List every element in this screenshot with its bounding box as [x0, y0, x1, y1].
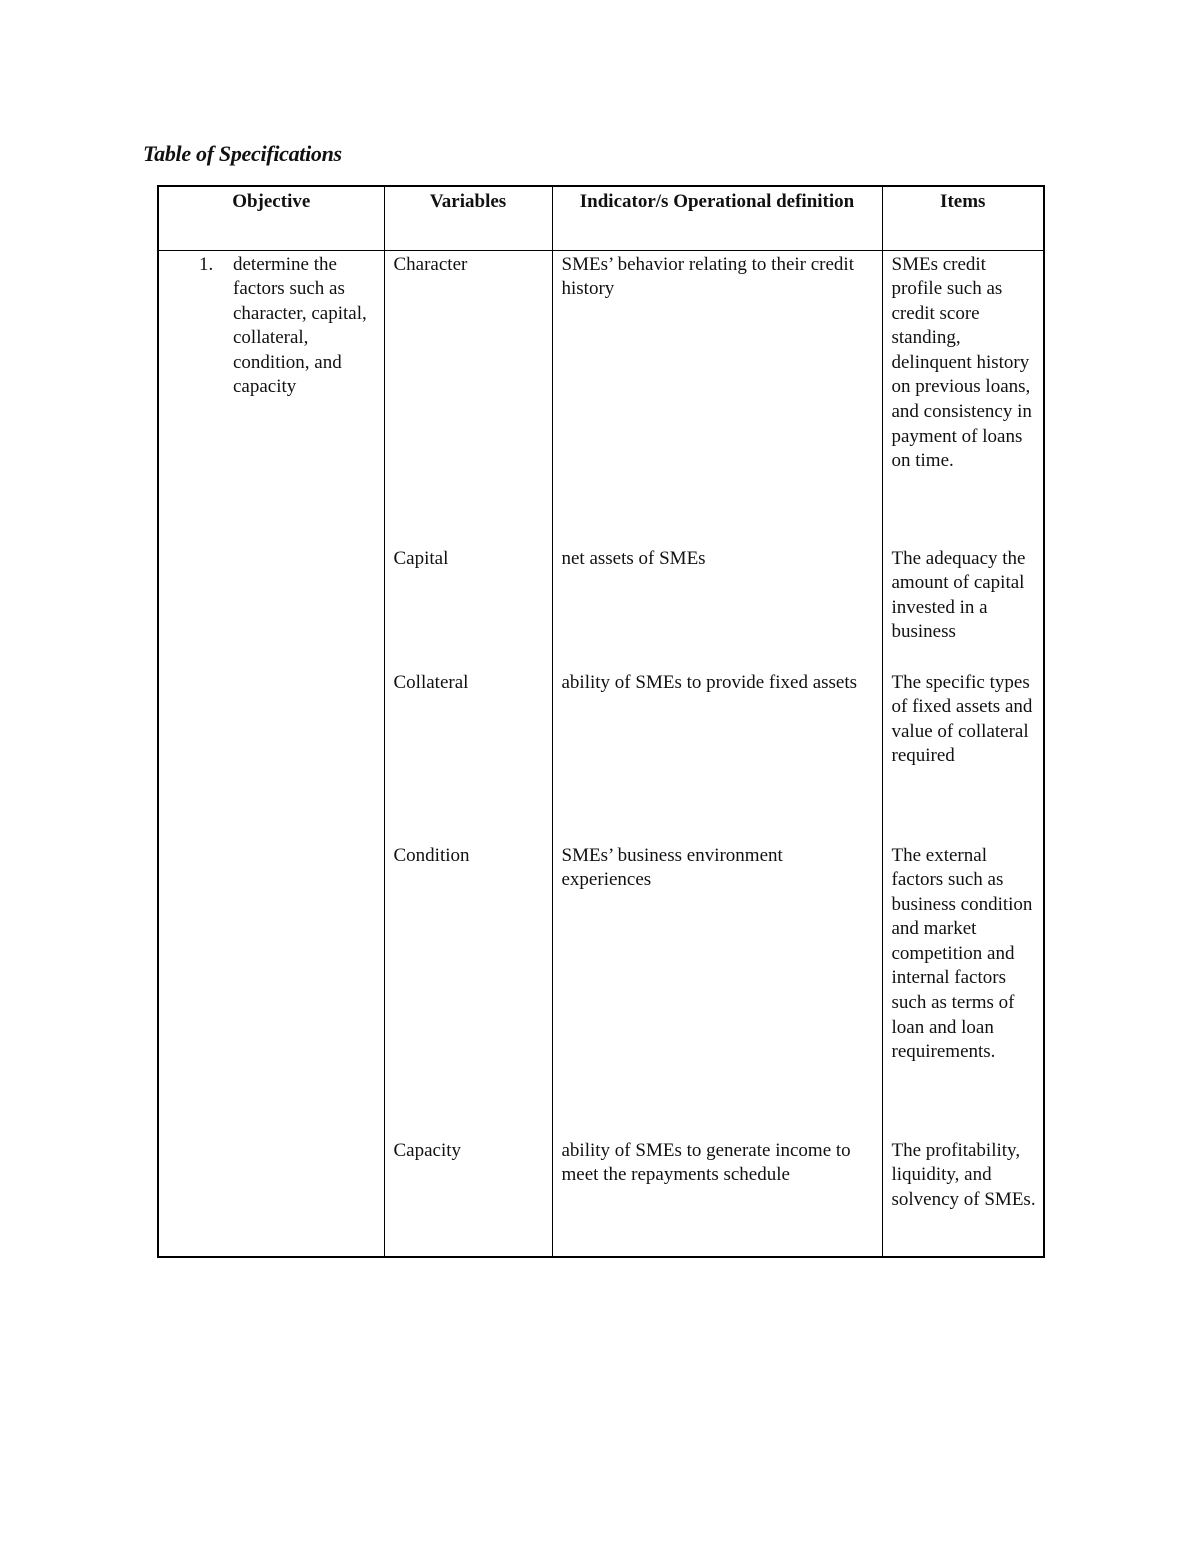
objective-number: 1. — [199, 253, 214, 275]
items-cell — [882, 250, 1044, 545]
items-text: SMEs credit profile such as credit score standing, delinquent history on previous loans, and consistency in payment of loans on time. — [891, 253, 1032, 472]
items-text: The profitability, liquidity, and solvency of SMEs. — [891, 1139, 1036, 1210]
indicator-cell: SMEs’ behavior relating to their credit history — [552, 250, 882, 545]
indicator-cell: SMEs’ business environment experiences — [552, 842, 882, 1137]
objective-cell — [158, 250, 384, 1257]
items-text: The external factors such as business condition and market competition and internal factors such as terms of loan and loan requirements. — [891, 844, 1033, 1063]
table-header-row — [158, 186, 1044, 250]
variable-cell: Capital — [384, 545, 552, 669]
header-objective: Objective — [158, 186, 384, 250]
header-variables: Variables — [384, 186, 552, 250]
items-cell — [882, 545, 1044, 669]
indicator-cell: net assets of SMEs — [552, 545, 882, 669]
indicator-cell: ability of SMEs to generate income to meet the repayments schedule — [552, 1137, 882, 1257]
indicator-cell: ability of SMEs to provide fixed assets — [552, 669, 882, 842]
variable-cell: Collateral — [384, 669, 552, 842]
items-cell — [882, 1137, 1044, 1257]
variable-cell: Character — [384, 250, 552, 545]
variable-cell: Capacity — [384, 1137, 552, 1257]
header-indicators: Indicator/s Operational definition — [552, 186, 882, 250]
items-text: The specific types of fixed assets and value of collateral required — [891, 671, 1033, 767]
items-cell — [882, 842, 1044, 1137]
items-cell — [882, 669, 1044, 842]
table-row — [158, 250, 1044, 545]
variable-cell: Condition — [384, 842, 552, 1137]
items-text: The adequacy the amount of capital invested in a business — [891, 547, 1026, 643]
header-items: Items — [882, 186, 1044, 250]
specifications-table — [157, 185, 1045, 1258]
document-title: Table of Specifications — [143, 141, 342, 166]
objective-text: determine the factors such as character, capital, collateral, condition, and capacity — [233, 253, 367, 398]
